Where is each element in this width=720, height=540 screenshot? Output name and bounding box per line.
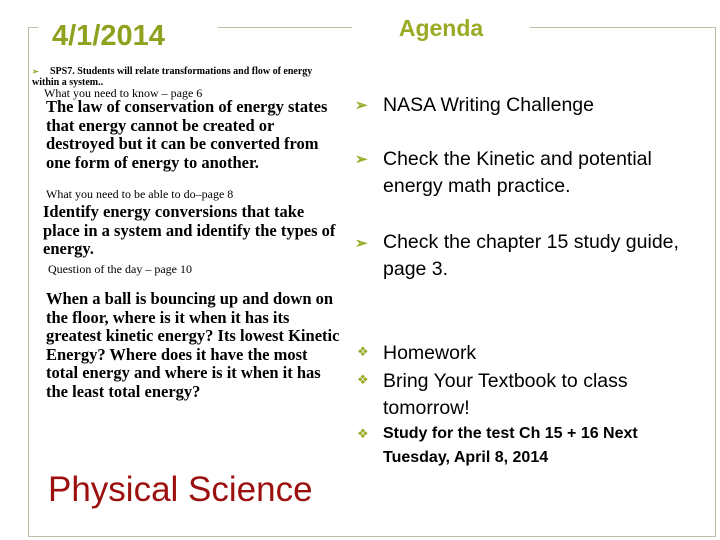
diamond-bullet-icon: ❖	[357, 372, 369, 387]
arrow-bullet-icon: ➢	[355, 151, 368, 168]
diamond-bullet-icon: ❖	[357, 344, 369, 359]
arrow-bullet-icon: ➢	[355, 235, 368, 252]
question-heading: Question of the day – page 10	[48, 262, 192, 276]
agenda-title: Agenda	[398, 15, 484, 41]
agenda-item-3: Check the chapter 15 study guide, page 3.	[383, 231, 679, 280]
agenda-item-1: NASA Writing Challenge	[383, 94, 594, 116]
know-body: The law of conservation of energy states that energy cannot be created or destroyed but it can be converted from one form of energy to another.	[46, 97, 328, 172]
standard-line	[32, 66, 332, 88]
know-heading: What you need to know – page 6	[44, 86, 203, 100]
do-heading: What you need to be able to do–page 8	[46, 187, 234, 201]
homework-item-2: Bring Your Textbook to class tomorrow!	[383, 370, 628, 419]
do-body: Identify energy conversions that take place in a system and identify the types of energy.	[43, 202, 336, 258]
question-body: When a ball is bouncing up and down on the floor, where is it when it has its greatest kinetic energy? Its lowest Kinetic Energy? Where does it have the most total energy and where is it when it has the least total energy?	[46, 289, 340, 401]
agenda-item-2: Check the Kinetic and potential energy math practice.	[383, 148, 652, 197]
homework-item-3: Study for the test Ch 15 + 16 Next Tuesday, April 8, 2014	[383, 425, 638, 466]
footer-subject: Physical Science	[48, 470, 313, 509]
date-title: 4/1/2014	[52, 20, 165, 52]
standard-text: SPS7. Students will relate transformations and flow of energy within a system..	[32, 66, 313, 88]
homework-item-1: Homework	[383, 342, 477, 364]
arrow-bullet-icon: ➢	[355, 97, 368, 114]
diamond-bullet-icon: ❖	[357, 426, 369, 441]
arrow-bullet-icon: ➢	[32, 67, 39, 76]
